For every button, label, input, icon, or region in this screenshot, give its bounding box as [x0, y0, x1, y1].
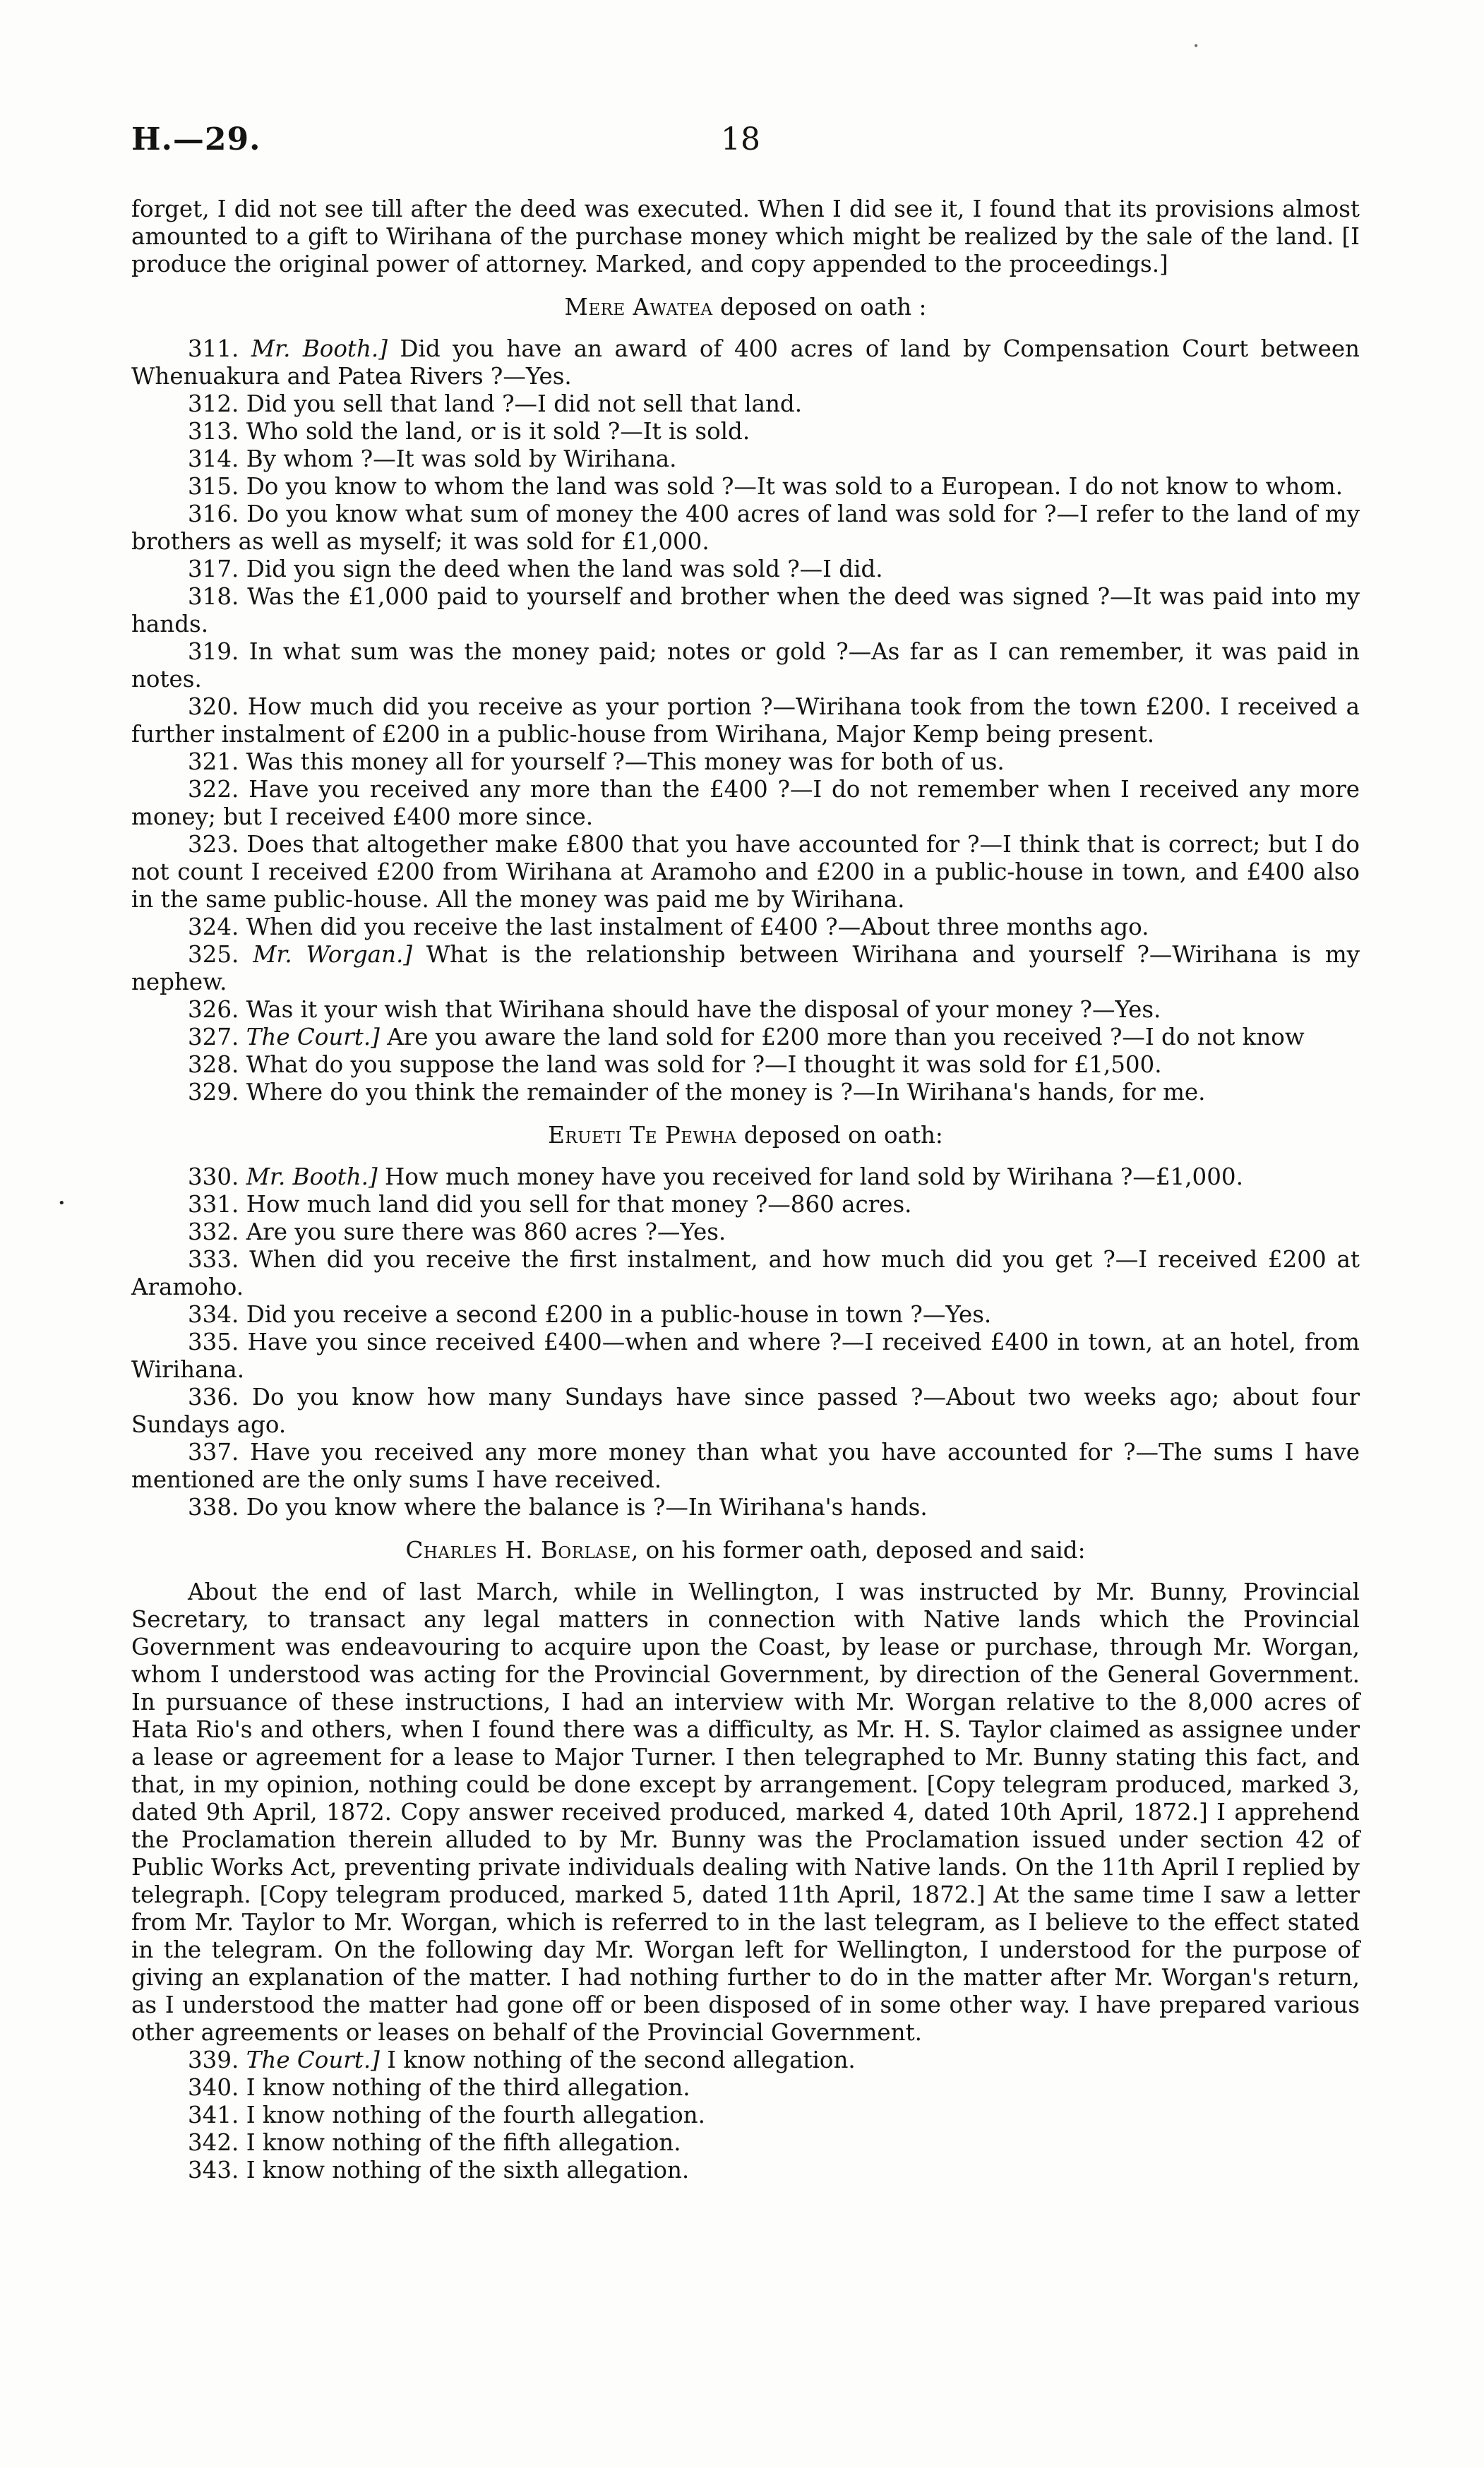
testimony-text: Who sold the land, or is it sold ?—It is sold. [246, 418, 750, 445]
testimony-text: Did you have an award of 400 acres of land by Compensation Court between Whenuakura and Patea Rivers ?—Yes. [131, 335, 1360, 390]
testimony-item [131, 1024, 1360, 1051]
witness-name: Erueti Te Pewha [548, 1122, 737, 1149]
scan-speck: • [58, 1196, 66, 1211]
question-number: 336. [188, 1384, 239, 1410]
question-number: 320. [188, 693, 239, 720]
testimony-text: I know nothing of the fifth allegation. [246, 2129, 681, 2156]
page-body [131, 196, 1360, 2184]
testimony-text: I know nothing of the sixth allegation. [246, 2157, 690, 2184]
question-number: 335. [188, 1329, 239, 1355]
testimony-item [131, 2047, 1360, 2074]
testimony-text: By whom ?—It was sold by Wirihana. [246, 445, 677, 472]
testimony-text: In what sum was the money paid; notes or gold ?—As far as I can remember, it was paid in notes. [131, 638, 1360, 693]
testimony-text: How much did you receive as your portion ?—Wirihana took from the town £200. I received a further instalment of £200 in a public-house from Wirihana, Major Kemp being present. [131, 693, 1360, 748]
testimony-item [131, 583, 1360, 638]
testimony-item [131, 776, 1360, 831]
question-number: 326. [188, 996, 239, 1023]
question-number: 329. [188, 1079, 239, 1106]
question-number: 311. [188, 335, 239, 362]
testimony-text: Do you know where the balance is ?—In Wirihana's hands. [246, 1494, 928, 1521]
testimony-item [131, 2074, 1360, 2102]
testimony-text: What do you suppose the land was sold for ?—I thought it was sold for £1,500. [246, 1051, 1162, 1078]
testimony-text: Are you aware the land sold for £200 more than you received ?—I do not know [379, 1024, 1305, 1050]
testimony-text: I know nothing of the third allegation. [246, 2074, 690, 2101]
testimony-item [131, 1079, 1360, 1106]
question-number: 318. [188, 583, 239, 610]
testimony-text: Did you sign the deed when the land was sold ?—I did. [246, 556, 883, 582]
question-number: 324. [188, 913, 239, 940]
section-heading-charles-borlase: Charles H. Borlase, on his former oath, deposed and said: [405, 1537, 1086, 1564]
question-number: 313. [188, 418, 239, 445]
testimony-text: Do you know how many Sundays have since passed ?—About two weeks ago; about four Sundays ago. [131, 1384, 1360, 1438]
testimony-item [131, 2102, 1360, 2129]
testimony-text: How much money have you received for land sold by Wirihana ?—£1,000. [377, 1163, 1243, 1190]
question-number: 312. [188, 390, 239, 417]
question-number: 331. [188, 1191, 239, 1218]
testimony-item [131, 335, 1360, 390]
testimony-item [131, 1218, 1360, 1246]
speaker: Mr. Booth.] [246, 1163, 378, 1190]
testimony-item [131, 1384, 1360, 1439]
testimony-item [131, 693, 1360, 748]
testimony-text: Do you know to whom the land was sold ?—It was sold to a European. I do not know to whom. [246, 473, 1344, 500]
testimony-list-erueti-te-pewha [131, 1163, 1360, 1521]
testimony-text: Does that altogether make £800 that you have accounted for ?—I think that is correct; but I do not count I received £200 from Wirihana at Aramoho and £200 in a public-house in town, and £400 also in the same public-house. All the money was paid me by Wirihana. [131, 831, 1360, 913]
testimony-text: Are you sure there was 860 acres ?—Yes. [246, 1218, 726, 1245]
speaker: The Court.] [246, 2047, 380, 2073]
question-number: 343. [188, 2157, 239, 2184]
speaker: Mr. Booth.] [251, 335, 388, 362]
testimony-item [131, 1191, 1360, 1218]
question-number: 314. [188, 445, 239, 472]
opening-paragraph: forget, I did not see till after the deed was executed. When I did see it, I found that its provisions almost amounted to a gift to Wirihana of the purchase money which might be realized by the sale of the land. [I produce the original power of attorney. Marked, and copy appended to the proceedings.] [131, 196, 1360, 277]
question-number: 334. [188, 1301, 239, 1328]
speaker: Mr. Worgan.] [253, 941, 412, 968]
testimony-item [131, 2129, 1360, 2157]
speaker: The Court.] [246, 1024, 380, 1050]
testimony-item [131, 1163, 1360, 1191]
testimony-item [131, 418, 1360, 445]
witness-name: Charles H. Borlase [405, 1537, 631, 1564]
question-number: 319. [188, 638, 239, 665]
testimony-item [131, 996, 1360, 1024]
question-number: 321. [188, 748, 239, 775]
testimony-list-charles-borlase [131, 2047, 1360, 2184]
question-number: 316. [188, 501, 239, 527]
testimony-item [131, 1329, 1360, 1384]
testimony-item [131, 913, 1360, 941]
testimony-text: How much land did you sell for that money ?—860 acres. [246, 1191, 912, 1218]
testimony-item [131, 748, 1360, 776]
testimony-text: When did you receive the first instalment, and how much did you get ?—I received £200 at Aramoho. [131, 1246, 1360, 1300]
question-number: 330. [188, 1163, 239, 1190]
question-number: 332. [188, 1218, 239, 1245]
testimony-item [131, 1494, 1360, 1521]
testimony-text: Did you receive a second £200 in a public-house in town ?—Yes. [246, 1301, 992, 1328]
testimony-item [131, 501, 1360, 556]
question-number: 338. [188, 1494, 239, 1521]
question-number: 333. [188, 1246, 239, 1273]
testimony-text: Have you received any more money than what you have accounted for ?—The sums I have mentioned are the only sums I have received. [131, 1439, 1360, 1493]
testimony-text: What is the relationship between Wirihana and yourself ?—Wirihana is my nephew. [131, 941, 1360, 995]
page-number: 18 [721, 121, 760, 157]
testimony-list-mere-awatea [131, 335, 1360, 1106]
testimony-text: Do you know what sum of money the 400 acres of land was sold for ?—I refer to the land of my brothers as well as myself; it was sold for £1,000. [131, 501, 1360, 555]
testimony-item [131, 831, 1360, 913]
testimony-item [131, 2157, 1360, 2184]
question-number: 317. [188, 556, 239, 582]
testimony-text: I know nothing of the fourth allegation. [246, 2102, 705, 2128]
testimony-item [131, 556, 1360, 583]
testimony-item [131, 1051, 1360, 1079]
question-number: 342. [188, 2129, 239, 2156]
testimony-text: When did you receive the last instalment of £400 ?—About three months ago. [246, 913, 1149, 940]
question-number: 322. [188, 776, 239, 803]
question-number: 323. [188, 831, 239, 858]
question-number: 339. [188, 2047, 239, 2073]
question-number: 325. [188, 941, 239, 968]
document-code: H.—29. [131, 121, 261, 157]
testimony-item [131, 445, 1360, 473]
section-heading-mere-awatea: Mere Awatea deposed on oath : [564, 294, 927, 321]
testimony-item [131, 1246, 1360, 1301]
testimony-text: Was this money all for yourself ?—This money was for both of us. [246, 748, 1005, 775]
testimony-item [131, 390, 1360, 418]
testimony-item [131, 473, 1360, 501]
testimony-item [131, 638, 1360, 693]
page-header [131, 121, 1360, 164]
statement-paragraph: About the end of last March, while in Wellington, I was instructed by Mr. Bunny, Provincial Secretary, to transact any legal matters in connection with Native lands which the Provincial Government was endeavouring to acquire upon the Coast, by lease or purchase, through Mr. Worgan, whom I understood was acting for the Provincial Government, by direction of the General Government. In pursuance of these instructions, I had an interview with Mr. Worgan relative to the 8,000 acres of Hata Rio's and others, when I found there was a difficulty, as Mr. H. S. Taylor claimed as assignee under a lease or agreement for a lease to Major Turner. I then telegraphed to Mr. Bunny stating this fact, and that, in my opinion, nothing could be done except by arrangement. [Copy telegram produced, marked 3, dated 9th April, 1872. Copy answer received produced, marked 4, dated 10th April, 1872.] I apprehend the Proclamation therein alluded to by Mr. Bunny was the Proclamation issued under section 42 of Public Works Act, preventing private individuals dealing with Native lands. On the 11th April I replied by telegraph. [Copy telegram produced, marked 5, dated 11th April, 1872.] At the same time I saw a letter from Mr. Taylor to Mr. Worgan, which is referred to in the last telegram, as I believe to the effect stated in the telegram. On the following day Mr. Worgan left for Wellington, I understood for the purpose of giving an explanation of the matter. I had nothing further to do in the matter after Mr. Worgan's return, as I understood the matter had gone off or been disposed of in some other way. I have prepared various other agreements or leases on behalf of the Provincial Government. [131, 1579, 1360, 2046]
testimony-text: Did you sell that land ?—I did not sell that land. [246, 390, 803, 417]
question-number: 337. [188, 1439, 239, 1466]
testimony-text: Where do you think the remainder of the money is ?—In Wirihana's hands, for me. [246, 1079, 1206, 1106]
question-number: 328. [188, 1051, 239, 1078]
section-heading-erueti-te-pewha: Erueti Te Pewha deposed on oath: [548, 1122, 943, 1149]
witness-name: Mere Awatea [564, 294, 713, 321]
question-number: 340. [188, 2074, 239, 2101]
testimony-item [131, 941, 1360, 996]
testimony-text: Was the £1,000 paid to yourself and brother when the deed was signed ?—It was paid into my hands. [131, 583, 1360, 637]
question-number: 341. [188, 2102, 239, 2128]
question-number: 327. [188, 1024, 239, 1050]
testimony-text: Have you received any more than the £400 ?—I do not remember when I received any more money; but I received £400 more since. [131, 776, 1360, 830]
testimony-text: Was it your wish that Wirihana should have the disposal of your money ?—Yes. [246, 996, 1161, 1023]
testimony-text: I know nothing of the second allegation. [379, 2047, 856, 2073]
testimony-item [131, 1301, 1360, 1329]
testimony-item [131, 1439, 1360, 1494]
scan-speck: • [1193, 41, 1199, 52]
testimony-text: Have you since received £400—when and where ?—I received £400 in town, at an hotel, from Wirihana. [131, 1329, 1360, 1383]
question-number: 315. [188, 473, 239, 500]
